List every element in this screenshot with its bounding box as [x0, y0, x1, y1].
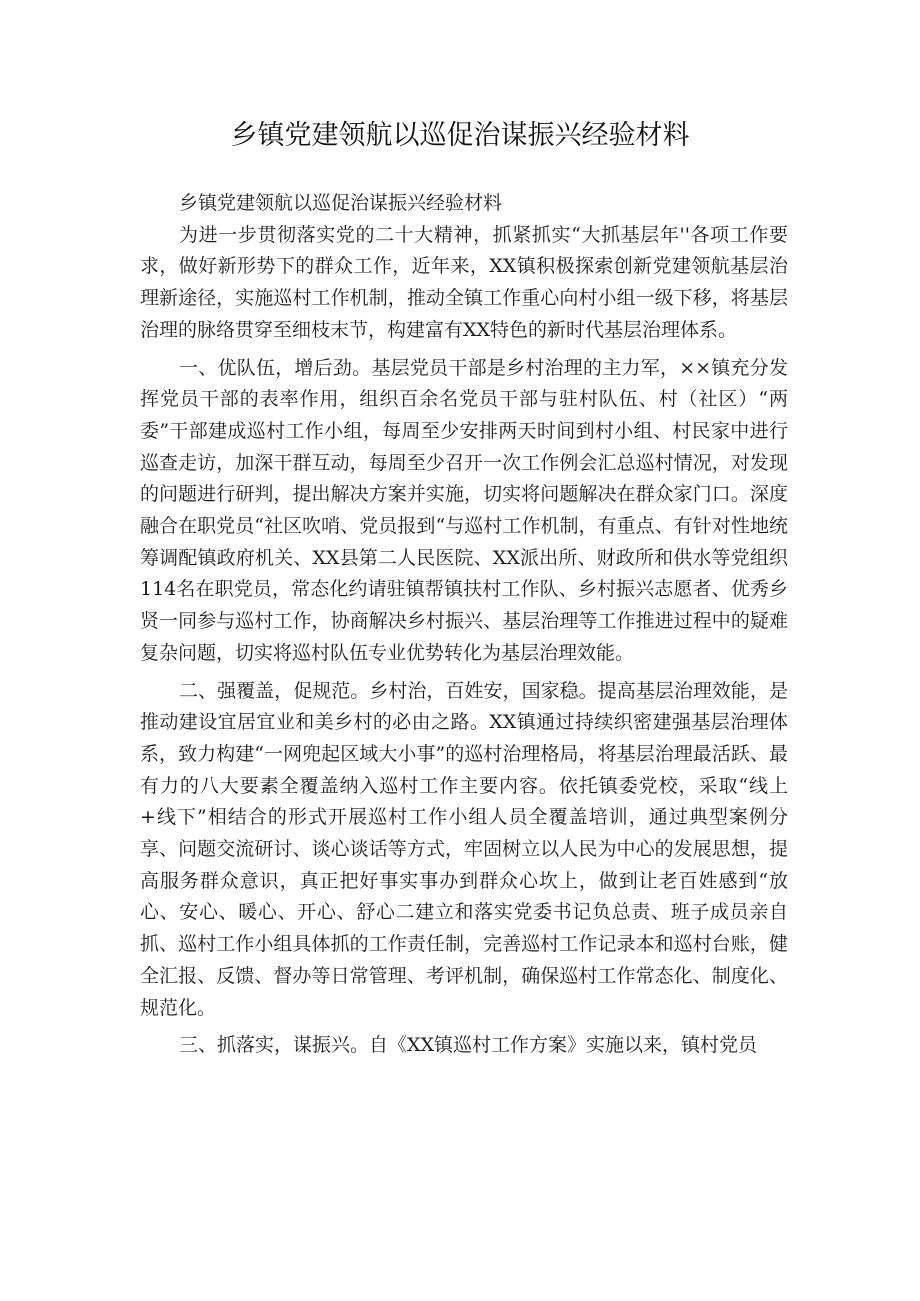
document-body — [140, 188, 788, 1062]
document-title: 乡镇党建领航以巡促治谋振兴经验材料 — [230, 120, 690, 151]
paragraph-intro: 为进一步贯彻落实党的二十大精神，抓紧抓实“大抓基层年''各项工作要求，做好新形势下的群众工作，近年来，XX镇积极探索创新党建领航基层治理新途径，实施巡村工作机制，推动全镇工作重心向村小组一级下移，将基层治理的脉络贯穿至细枝末节，构建富有XX特色的新时代基层治理体系。 — [140, 223, 788, 341]
paragraph-section-2: 二、强覆盖，促规范。乡村治，百姓安，国家稳。提高基层治理效能，是推动建设宜居宜业和美乡村的必由之路。XX镇通过持续织密建强基层治理体系，致力构建“一网兜起区域大小事”的巡村治理格局，将基层治理最活跃、最有力的八大要素全覆盖纳入巡村工作主要内容。依托镇委党校，采取“线上+线下”相结合的形式开展巡村工作小组人员全覆盖培训，通过典型案例分享、问题交流研讨、谈心谈话等方式，牢固树立以人民为中心的发展思想，提高服务群众意识，真正把好事实事办到群众心坎上，做到让老百姓感到“放心、安心、暖心、开心、舒心二建立和落实党委书记负总责、班子成员亲自抓、巡村工作小组具体抓的工作责任制，完善巡村工作记录本和巡村台账，健全汇报、反馈、督办等日常管理、考评机制，确保巡村工作常态化、制度化、规范化。 — [140, 679, 788, 1019]
paragraph-section-3: 三、抓落实，谋振兴。自《XX镇巡村工作方案》实施以来，镇村党员 — [179, 1034, 758, 1057]
document-subtitle: 乡镇党建领航以巡促治谋振兴经验材料 — [179, 192, 503, 214]
paragraph-section-1: 一、优队伍，增后劲。基层党员干部是乡村治理的主力军，××镇充分发挥党员干部的表率作用，组织百余名党员干部与驻村队伍、村（社区）“两委”干部建成巡村工作小组，每周至少安排两天时间到村小组、村民家中进行巡查走访，加深干群互动，每周至少召开一次工作例会汇总巡村情况，对发现的问题进行研判，提出解决方案并实施，切实将问题解决在群众家门口。深度融合在职党员“社区吹哨、党员报到“与巡村工作机制，有重点、有针对性地统筹调配镇政府机关、XX县第二人民医院、XX派出所、财政所和供水等党组织114名在职党员，常态化约请驻镇帮镇扶村工作队、乡村振兴志愿者、优秀乡贤一同参与巡村工作，协商解决乡村振兴、基层治理等工作推进过程中的疑难复杂问题，切实将巡村队伍专业优势转化为基层治理效能。 — [140, 356, 788, 664]
